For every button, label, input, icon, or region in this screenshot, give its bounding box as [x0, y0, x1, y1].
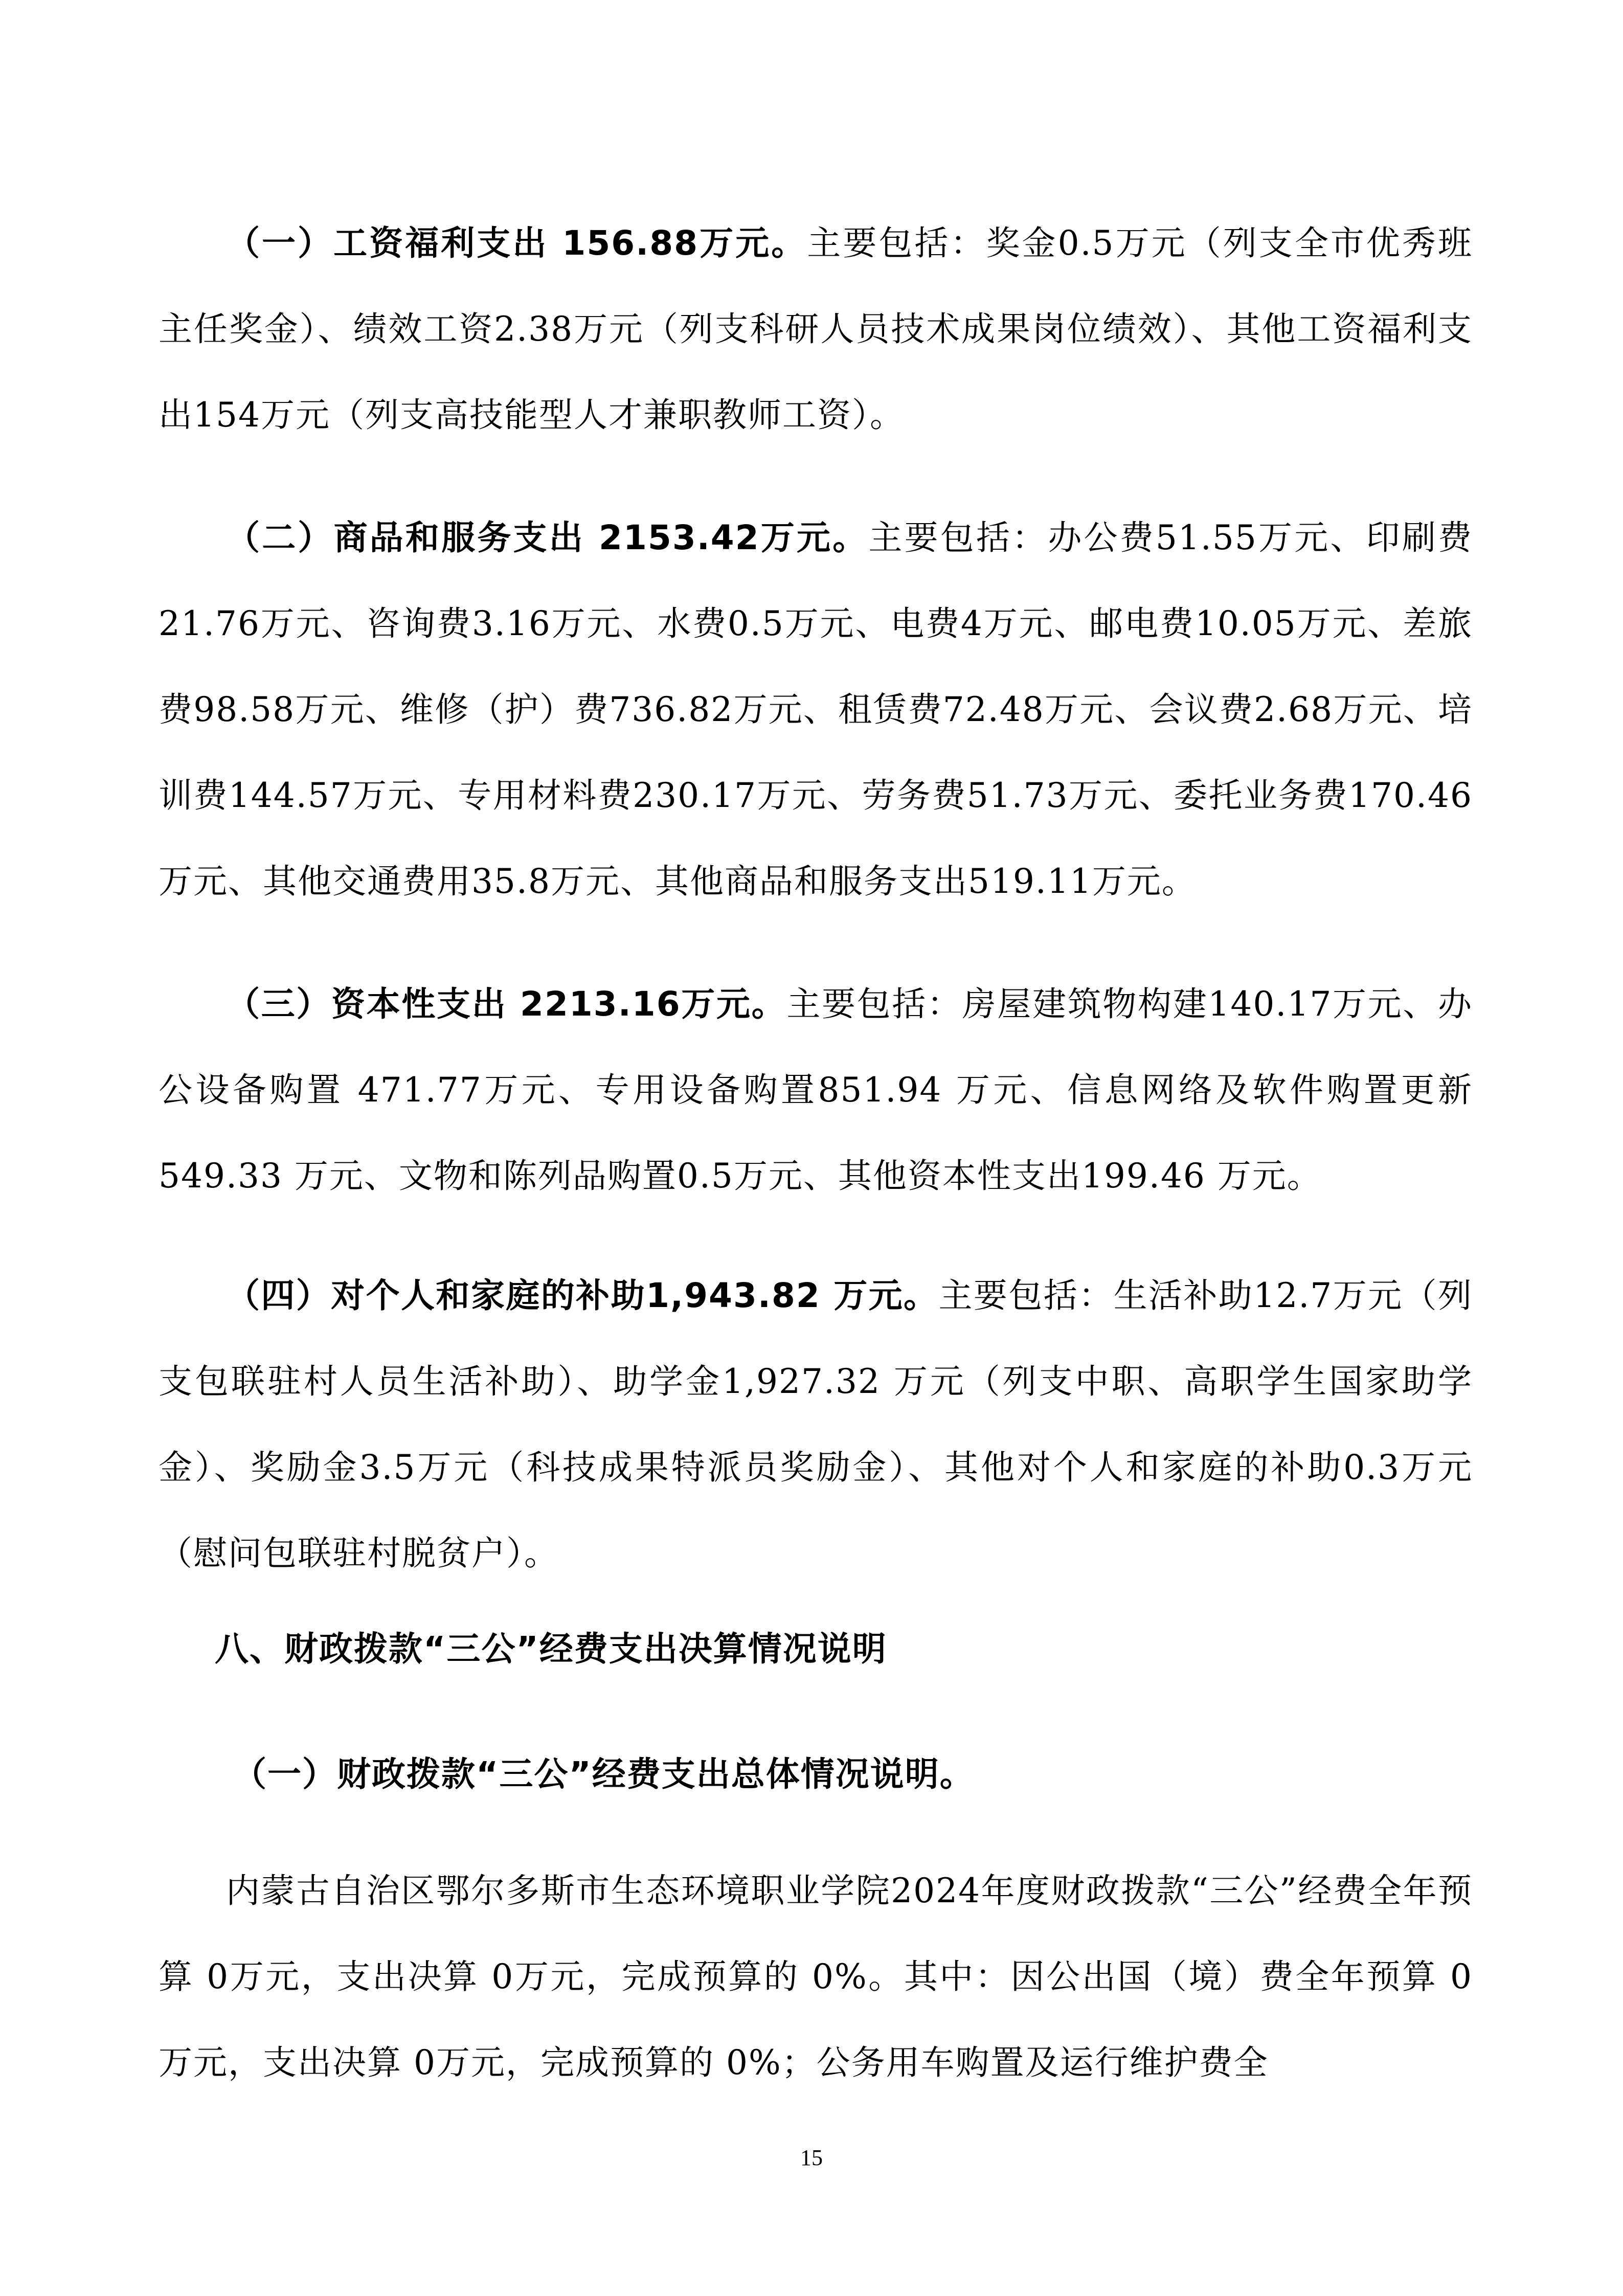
- paragraph-lead: （二）商品和服务支出 2153.42万元。: [226, 518, 869, 557]
- paragraph-body: 内蒙古自治区鄂尔多斯市生态环境职业学院2024年度财政拨款“三公”经费全年预算 0万元，支出决算 0万元，完成预算的 0%。其中：因公出国（境）费全年预算 0万元，支出决算 0万元，完成预算的 0%；公务用车购置及运行维护费全: [159, 1871, 1473, 2082]
- paragraph-lead: （三）资本性支出 2213.16万元。: [226, 984, 787, 1024]
- paragraph-goods-services-expenditure: [159, 495, 1473, 925]
- paragraph-body: 主要包括：生活补助12.7万元（列支包联驻村人员生活补助）、助学金1,927.32 万元（列支中职、高职学生国家助学金）、奖励金3.5万元（科技成果特派员奖励金）、其他对个人和家庭的补助0.3万元（慰问包联驻村脱贫户）。: [159, 1276, 1473, 1573]
- paragraph-household-subsidies: [159, 1253, 1473, 1596]
- section-heading: 八、财政拨款“三公”经费支出决算情况说明: [215, 1629, 887, 1669]
- paragraph-body: 主要包括：办公费51.55万元、印刷费21.76万元、咨询费3.16万元、水费0.5万元、电费4万元、邮电费10.05万元、差旅费98.58万元、维修（护）费736.82万元、租赁费72.48万元、会议费2.68万元、培训费144.57万元、专用材料费230.17万元、劳务费51.73万元、委托业务费170.46万元、其他交通费用35.8万元、其他商品和服务支出519.11万元。: [159, 518, 1473, 901]
- paragraph-wages-expenditure: [159, 200, 1473, 458]
- paragraph-lead: （一）工资福利支出 156.88万元。: [226, 223, 807, 263]
- paragraph-three-public-expenses: [159, 1848, 1473, 2106]
- page-number: 15: [800, 2145, 823, 2170]
- paragraph-lead: （四）对个人和家庭的补助1,943.82 万元。: [226, 1276, 939, 1315]
- paragraph-body: 主要包括：奖金0.5万元（列支全市优秀班主任奖金）、绩效工资2.38万元（列支科研人员技术成果岗位绩效）、其他工资福利支出154万元（列支高技能型人才兼职教师工资）。: [159, 223, 1473, 435]
- paragraph-capital-expenditure: [159, 961, 1473, 1219]
- sub-section-heading: （一）财政拨款“三公”经费支出总体情况说明。: [233, 1754, 975, 1794]
- paragraph-body: 主要包括：房屋建筑物构建140.17万元、办公设备购置 471.77万元、专用设备购置851.94 万元、信息网络及软件购置更新549.33 万元、文物和陈列品购置0.5万元、其他资本性支出199.46 万元。: [159, 984, 1473, 1196]
